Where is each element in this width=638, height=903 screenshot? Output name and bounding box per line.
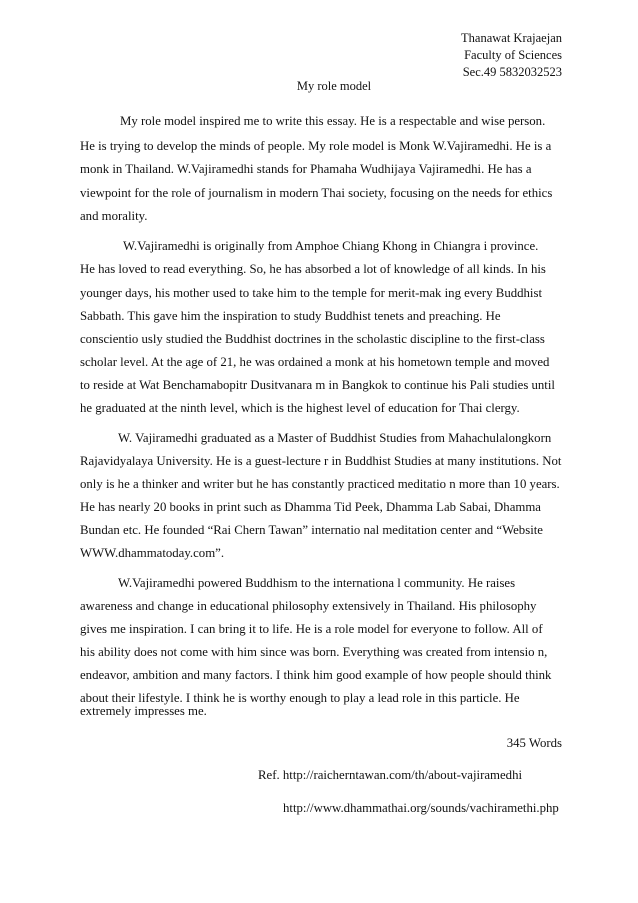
- paragraph-1-line-3: monk in Thailand. W.Vajiramedhi stands for Phamaha Wudhijaya Vajiramedhi. He has a: [80, 162, 532, 176]
- paragraph-4-line-7: extremely impresses me.: [80, 704, 207, 718]
- paragraph-3-line-2: Rajavidyalaya University. He is a guest-lecture r in Buddhist Studies at many institutions. Not: [80, 454, 562, 468]
- paragraph-4-line-5: endeavor, ambition and many factors. I think him good example of how people should think: [80, 668, 552, 682]
- paragraph-3-line-6: WWW.dhammatoday.com”.: [80, 546, 225, 560]
- word-count: 345 Words: [506, 736, 562, 750]
- paragraph-4-line-1: W.Vajiramedhi powered Buddhism to the internationa l community. He raises: [118, 576, 516, 590]
- author-section: Sec.49 5832032523: [462, 65, 562, 79]
- essay-title: My role model: [296, 79, 372, 93]
- paragraph-3-line-5: Bundan etc. He founded “Rai Chern Tawan” internatio nal meditation center and “Website: [80, 523, 543, 537]
- paragraph-1-line-5: and morality.: [80, 209, 148, 223]
- paragraph-2-line-8: he graduated at the ninth level, which is the highest level of education for Thai clergy.: [80, 401, 520, 415]
- paragraph-2-line-6: scholar level. At the age of 21, he was ordained a monk at his hometown temple and moved: [80, 355, 550, 369]
- paragraph-4-line-6: about their lifestyle. I think he is worthy enough to play a lead role in this particle. He: [80, 691, 520, 705]
- paragraph-1-line-4: viewpoint for the role of journalism in modern Thai society, focusing on the needs for ethics: [80, 186, 553, 200]
- author-name: Thanawat Krajaejan: [461, 31, 562, 45]
- paragraph-2-line-3: younger days, his mother used to take him to the temple for merit-mak ing every Buddhist: [80, 286, 543, 300]
- reference-1: Ref. http://raicherntawan.com/th/about-vajiramedhi: [258, 768, 523, 782]
- reference-2: http://www.dhammathai.org/sounds/vachiramethi.php: [283, 801, 559, 815]
- author-header: [461, 30, 562, 81]
- paragraph-4-line-2: awareness and change in educational philosophy extensively in Thailand. His philosophy: [80, 599, 537, 613]
- paragraph-3-line-1: W. Vajiramedhi graduated as a Master of Buddhist Studies from Mahachulalongkorn: [118, 431, 552, 445]
- paragraph-4-line-3: gives me inspiration. I can bring it to life. He is a role model for everyone to follow. All of: [80, 622, 543, 636]
- paragraph-3-line-4: He has nearly 20 books in print such as Dhamma Tid Peek, Dhamma Lab Sabai, Dhamma: [80, 500, 541, 514]
- paragraph-4-line-4: his ability does not come with him since was born. Everything was created from intensio n,: [80, 645, 548, 659]
- paragraph-1-line-2: He is trying to develop the minds of people. My role model is Monk W.Vajiramedhi. He is a: [80, 139, 552, 153]
- paragraph-1-line-1: My role model inspired me to write this essay. He is a respectable and wise person.: [120, 114, 546, 128]
- author-faculty: Faculty of Sciences: [464, 48, 562, 62]
- paragraph-2-line-2: He has loved to read everything. So, he has absorbed a lot of knowledge of all kinds. In his: [80, 262, 546, 276]
- paragraph-2-line-7: to reside at Wat Benchamabopitr Dusitvanara m in Bangkok to continue his Pali studies until: [80, 378, 555, 392]
- paragraph-3-line-3: only is he a thinker and writer but he has constantly practiced meditatio n more than 10 years.: [80, 477, 560, 491]
- paragraph-2-line-4: Sabbath. This gave him the inspiration to study Buddhist tenets and preaching. He: [80, 309, 501, 323]
- paragraph-2-line-1: W.Vajiramedhi is originally from Amphoe Chiang Khong in Chiangra i province.: [123, 239, 539, 253]
- paragraph-2-line-5: conscientio usly studied the Buddhist doctrines in the scholastic discipline to the first-class: [80, 332, 545, 346]
